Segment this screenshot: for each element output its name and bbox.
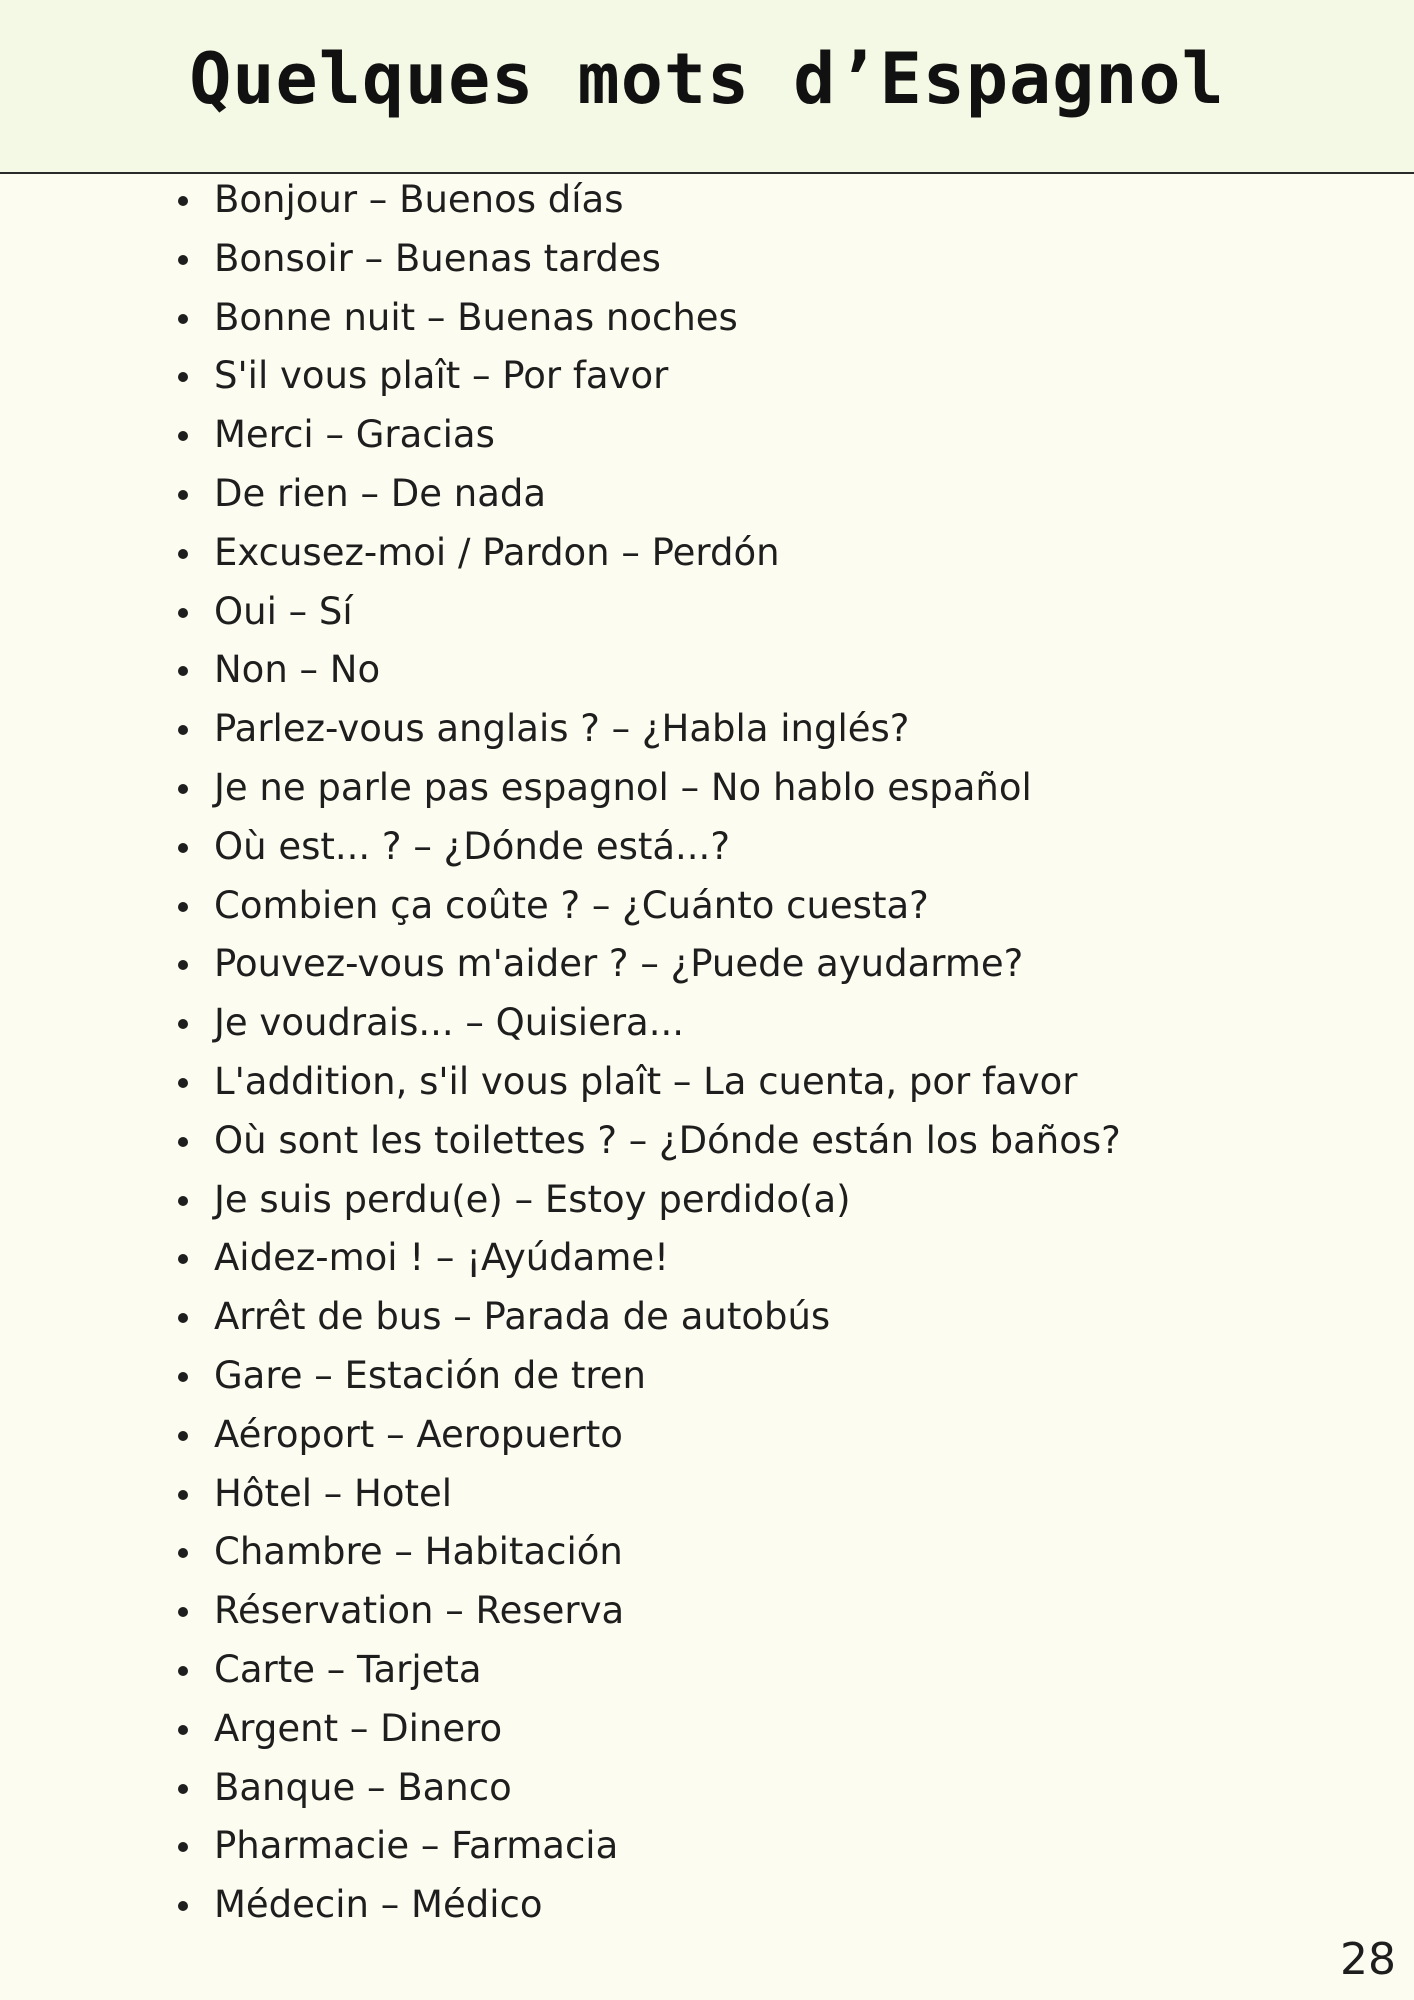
phrase-text: Gare – Estación de tren [214, 1353, 646, 1397]
page-header [0, 0, 1414, 174]
bullet-icon [178, 1137, 188, 1147]
phrase-text: Combien ça coûte ? – ¿Cuánto cuesta? [214, 883, 929, 927]
bullet-icon [178, 255, 188, 265]
phrase-text: Où est... ? – ¿Dónde está...? [214, 824, 730, 868]
bullet-icon [178, 196, 188, 206]
list-item [0, 1229, 1414, 1288]
list-item [0, 1641, 1414, 1700]
phrase-text: De rien – De nada [214, 471, 547, 515]
phrase-text: Je ne parle pas espagnol – No hablo español [214, 765, 1032, 809]
list-item [0, 759, 1414, 818]
bullet-icon [178, 725, 188, 735]
bullet-icon [178, 1490, 188, 1500]
list-item [0, 230, 1414, 289]
phrase-text: L'addition, s'il vous plaît – La cuenta, por favor [214, 1059, 1078, 1103]
bullet-icon [178, 902, 188, 912]
bullet-icon [178, 1196, 188, 1206]
bullet-icon [178, 1842, 188, 1852]
bullet-icon [178, 1313, 188, 1323]
list-item [0, 1582, 1414, 1641]
phrase-text: Je voudrais... – Quisiera... [214, 1001, 684, 1045]
list-item [0, 1876, 1414, 1935]
phrase-text: Réservation – Reserva [214, 1589, 625, 1633]
bullet-icon [178, 1784, 188, 1794]
phrase-text: Pouvez-vous m'aider ? – ¿Puede ayudarme? [214, 942, 1024, 986]
page-number: 28 [1340, 1934, 1396, 1985]
list-item [0, 465, 1414, 524]
bullet-icon [178, 1078, 188, 1088]
phrase-list [0, 171, 1414, 1935]
page-title: Quelques mots d’Espagnol [189, 38, 1225, 120]
bullet-icon [178, 314, 188, 324]
list-item [0, 1288, 1414, 1347]
bullet-icon [178, 1431, 188, 1441]
phrase-text: Argent – Dinero [214, 1706, 503, 1750]
list-item [0, 994, 1414, 1053]
list-item [0, 583, 1414, 642]
phrase-text: Merci – Gracias [214, 413, 495, 457]
phrase-text: Aidez-moi ! – ¡Ayúdame! [214, 1236, 669, 1280]
phrase-text: Excusez-moi / Pardon – Perdón [214, 530, 780, 574]
list-item [0, 289, 1414, 348]
bullet-icon [178, 1666, 188, 1676]
bullet-icon [178, 1725, 188, 1735]
list-item [0, 818, 1414, 877]
phrase-text: Bonne nuit – Buenas noches [214, 295, 738, 339]
list-item [0, 1053, 1414, 1112]
bullet-icon [178, 431, 188, 441]
list-item [0, 1523, 1414, 1582]
bullet-icon [178, 1254, 188, 1264]
list-item [0, 524, 1414, 583]
phrase-text: Où sont les toilettes ? – ¿Dónde están los baños? [214, 1118, 1121, 1162]
list-item [0, 700, 1414, 759]
bullet-icon [178, 372, 188, 382]
list-item [0, 1700, 1414, 1759]
list-item [0, 1406, 1414, 1465]
phrase-text: Bonjour – Buenos días [214, 178, 624, 221]
list-item [0, 1347, 1414, 1406]
phrase-text: Banque – Banco [214, 1765, 512, 1809]
list-item [0, 171, 1414, 230]
list-item [0, 1759, 1414, 1818]
phrase-text: Pharmacie – Farmacia [214, 1824, 619, 1868]
bullet-icon [178, 666, 188, 676]
list-item [0, 1465, 1414, 1524]
phrase-text: S'il vous plaît – Por favor [214, 354, 669, 398]
phrase-text: Bonsoir – Buenas tardes [214, 236, 661, 280]
bullet-icon [178, 549, 188, 559]
bullet-icon [178, 784, 188, 794]
phrase-text: Chambre – Habitación [214, 1530, 623, 1574]
bullet-icon [178, 843, 188, 853]
bullet-icon [178, 1019, 188, 1029]
phrase-text: Parlez-vous anglais ? – ¿Habla inglés? [214, 707, 910, 751]
list-item [0, 1171, 1414, 1230]
phrase-text: Carte – Tarjeta [214, 1647, 482, 1691]
bullet-icon [178, 490, 188, 500]
phrase-text: Non – No [214, 648, 381, 692]
list-item [0, 406, 1414, 465]
bullet-icon [178, 1548, 188, 1558]
phrase-text: Oui – Sí [214, 589, 353, 633]
bullet-icon [178, 1901, 188, 1911]
list-item [0, 1817, 1414, 1876]
list-item [0, 935, 1414, 994]
bullet-icon [178, 1372, 188, 1382]
list-item [0, 641, 1414, 700]
bullet-icon [178, 960, 188, 970]
phrase-text: Hôtel – Hotel [214, 1471, 453, 1515]
phrase-text: Je suis perdu(e) – Estoy perdido(a) [214, 1177, 851, 1221]
bullet-icon [178, 608, 188, 618]
bullet-icon [178, 1607, 188, 1617]
phrase-text: Médecin – Médico [214, 1883, 543, 1927]
phrase-text: Aéroport – Aeropuerto [214, 1412, 623, 1456]
phrase-text: Arrêt de bus – Parada de autobús [214, 1295, 831, 1339]
list-item [0, 347, 1414, 406]
list-item [0, 1112, 1414, 1171]
list-item [0, 877, 1414, 936]
